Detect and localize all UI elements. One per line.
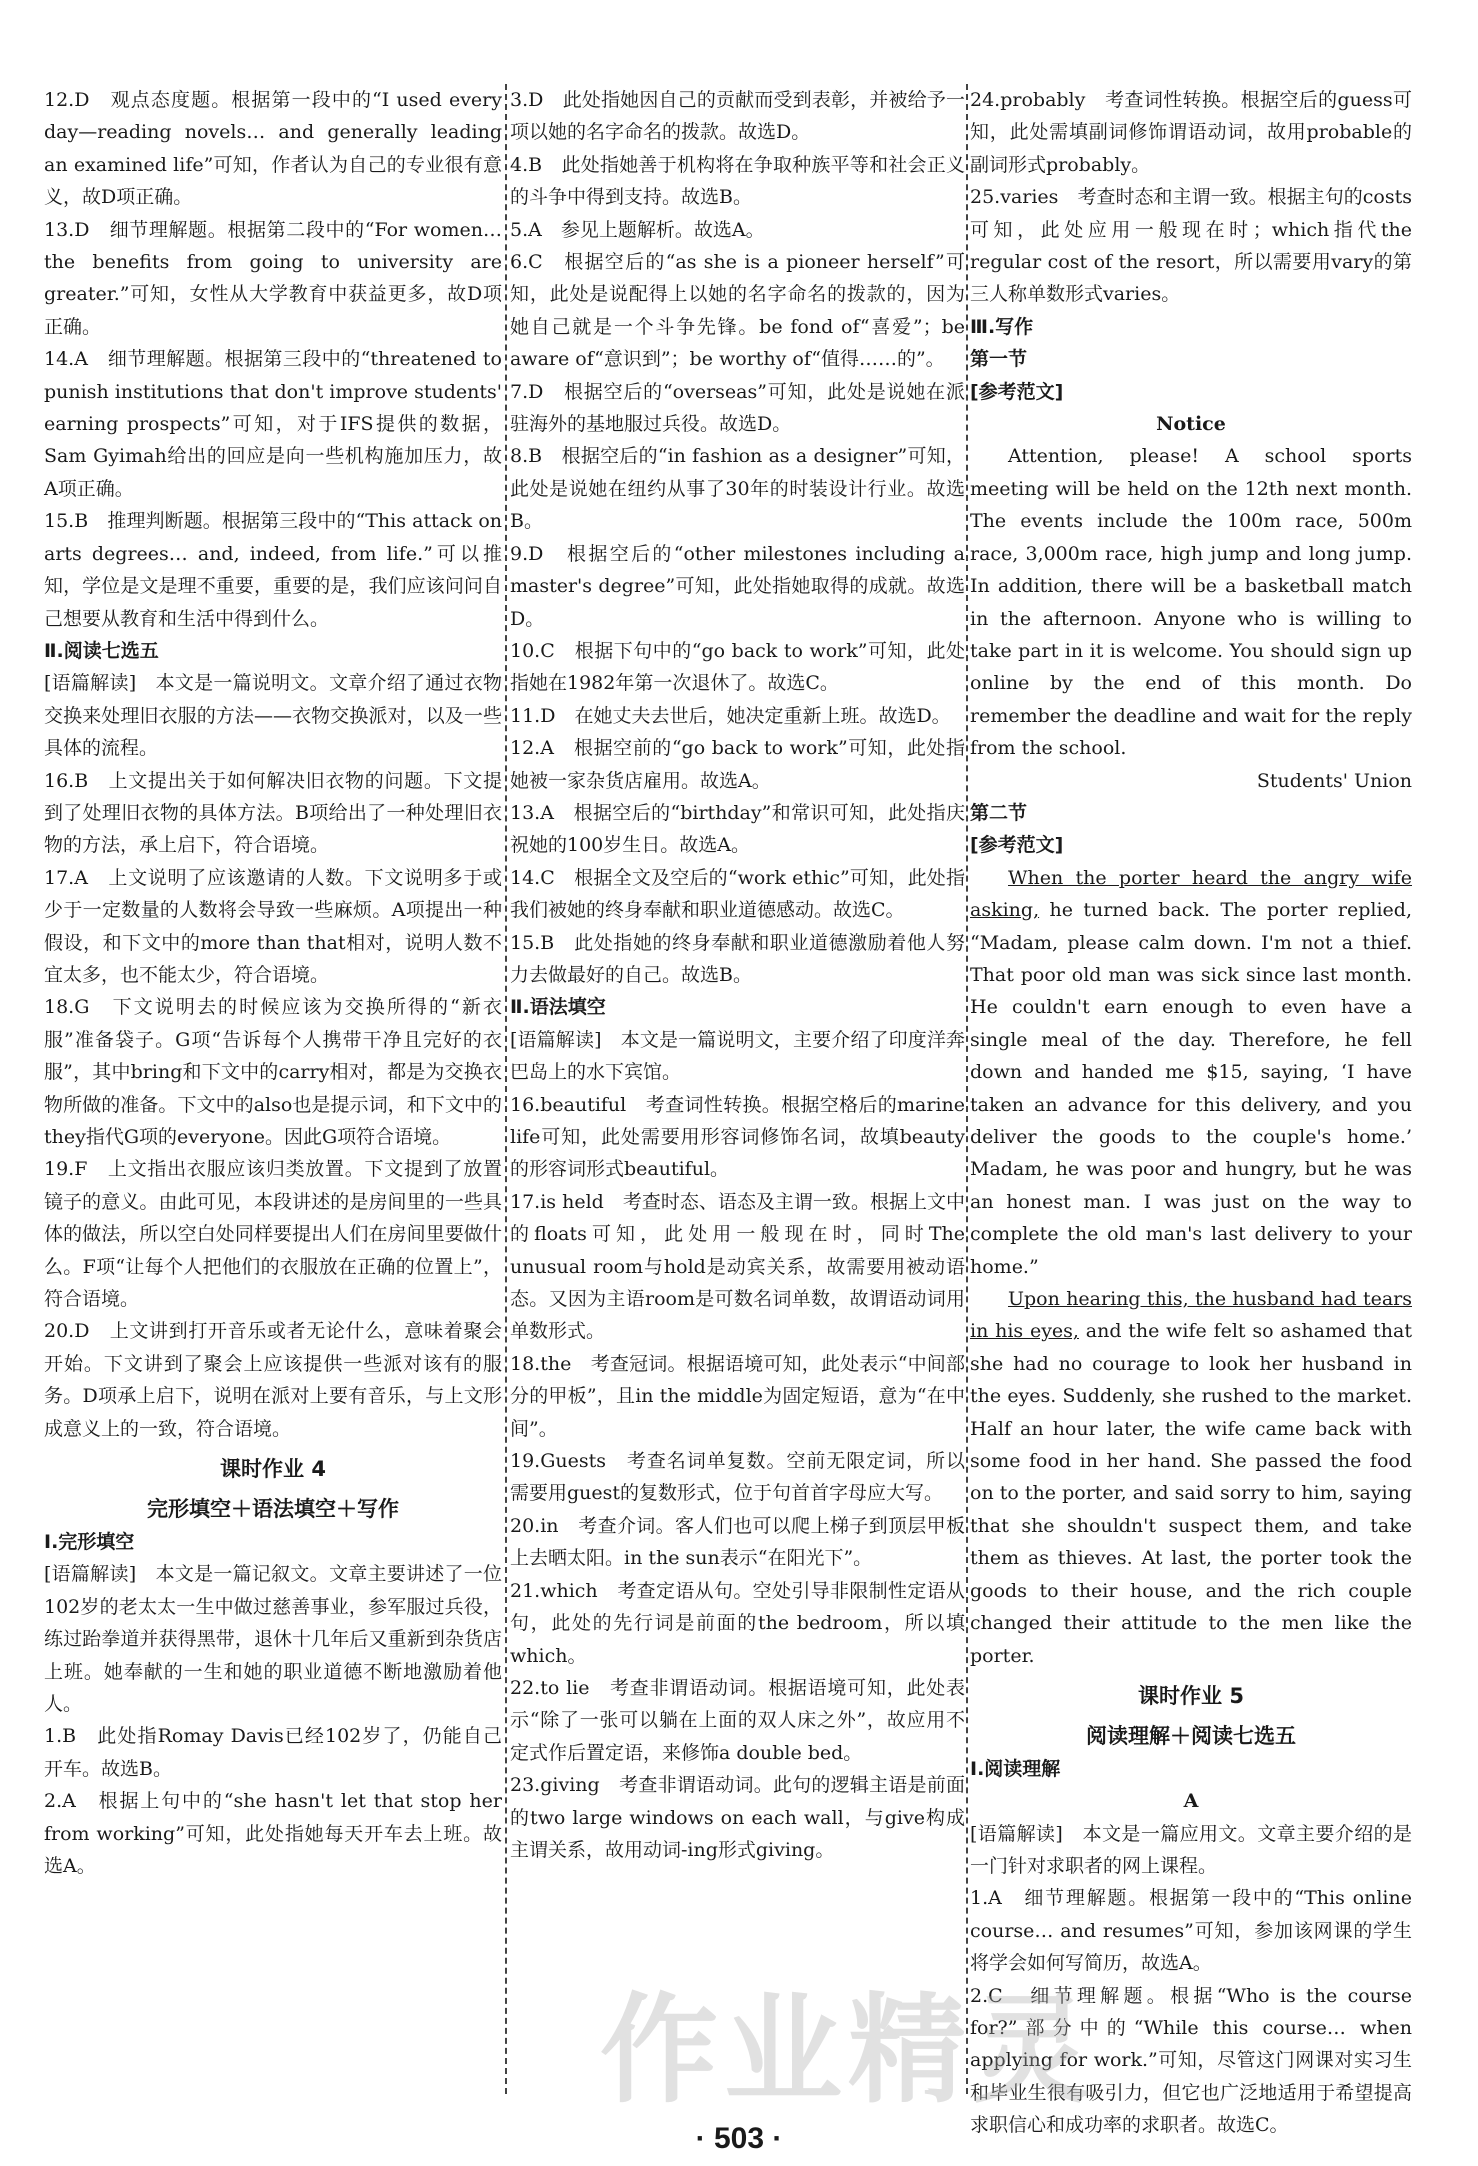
column-divider xyxy=(966,84,968,2094)
answer-paragraph: 20.D 上文讲到打开音乐或者无论什么，意味着聚会开始。下文讲到了聚会上应该提供一些派对该有的服务。D项承上启下，说明在派对上要有音乐，与上文形成意义上的一致，符合语境。 xyxy=(44,1320,502,1440)
answer-paragraph: 2.C 细节理解题。根据“Who is the course for?”部分中的“While this course… when applying for work.”可知，尽管这门网课对实习生和毕业生很有吸引力，但它也广泛地适用于希望提高求职信心和成功率的求职者。故选C。 xyxy=(970,1984,1412,2137)
answer-paragraph: 2.A 根据上句中的“she hasn't let that stop her from working”可知，此处指她每天开车去上班。故选A。 xyxy=(44,1790,502,1877)
answer-paragraph: 20.in 考查介词。客人们也可以爬上梯子到顶层甲板上去晒太阳。in the sun表示“在阳光下”。 xyxy=(510,1514,965,1570)
answer-paragraph: [语篇解读] 本文是一篇说明文。文章介绍了通过衣物交换来处理旧衣服的方法——衣物交换派对，以及一些具体的流程。 xyxy=(44,672,502,760)
answer-paragraph: 11.D 在她丈夫去世后，她决定重新上班。故选D。 xyxy=(510,704,951,727)
answer-paragraph: 17.A 上文说明了应该邀请的人数。下文说明多于或少于一定数量的人数将会导致一些麻烦。A项提出一种假设，和下文中的more than that相对，说明人数不宜太多，也不能太少，符合语境。 xyxy=(44,866,502,986)
homework-title: 阅读理解＋阅读七选五 xyxy=(1086,1724,1296,1749)
answer-paragraph: 13.A 根据空后的“birthday”和常识可知，此处指庆祝她的100岁生日。故选A。 xyxy=(510,801,965,857)
essay-paragraph: Upon hearing this, the husband had tears in his eyes, and the wife felt so ashamed that she had no courage to look her husband in the eyes. Suddenly, she rushed to the market. Half an hour later, the wife came back with some food in her hand. She passed the food on to the porter, and said sorry to him, saying that she shouldn't suspect them, and take them as thieves. At last, the porter took the goods to their house, and the rich couple changed their attitude to the men like the porter. xyxy=(970,1288,1412,1667)
section-heading: Ⅰ.完形填空 xyxy=(44,1530,135,1553)
answer-paragraph: 6.C 根据空后的“as she is a pioneer herself”可知，此处是说配得上以她的名字命名的拨款的，因为她自己就是一个斗争先锋。be fond of“喜爱”；be aware of“意识到”；be worthy of“值得……的”。 xyxy=(510,251,965,371)
column-divider xyxy=(505,84,507,2094)
answer-paragraph: 18.the 考查冠词。根据语境可知，此处表示“中间部分的甲板”，且in the middle为固定短语，意为“在中间”。 xyxy=(510,1352,965,1440)
answer-paragraph: 25.varies 考查时态和主谓一致。根据主句的costs可知，此处应用一般现在时；which指代the regular cost of the resort，所以需要用vary的第三人称单数形式varies。 xyxy=(970,186,1412,306)
essay-paragraph: Attention, please! A school sports meeting will be held on the 12th next month. The events include the 100m race, 500m race, 3,000m race, high jump and long jump. In addition, there will be a basketball match in the afternoon. Anyone who is willing to take part in it is welcome. You should sign up online by the end of this month. Do remember the deadline and wait for the reply from the school. xyxy=(970,445,1412,760)
answer-paragraph: 12.D 观点态度题。根据第一段中的“I used every day—reading novels… and generally leading an examined life”可知，作者认为自己的专业很有意义，故D项正确。 xyxy=(44,89,502,209)
section-heading: Ⅲ.写作 xyxy=(970,315,1034,338)
answer-paragraph: 10.C 根据下句中的“go back to work”可知，此处指她在1982年第一次退休了。故选C。 xyxy=(510,639,965,695)
answer-paragraph: 3.D 此处指她因自己的贡献而受到表彰，并被给予一项以她的名字命名的拨款。故选D。 xyxy=(510,89,965,144)
answer-paragraph: 19.F 上文指出衣服应该归类放置。下文提到了放置镜子的意义。由此可见，本段讲述的是房间里的一些具体的做法，所以空白处同样要提出人们在房间里要做什么。F项“让每个人把他们的衣服放在正确的位置上”，符合语境。 xyxy=(44,1158,502,1311)
answer-paragraph: 18.G 下文说明去的时候应该为交换所得的“新衣服”准备袋子。G项“告诉每个人携带干净且完好的衣服”，其中bring和下文中的carry相对，都是为交换衣物所做的准备。下文中的also也是提示词，和下文中的they指代G项的everyone。因此G项符合语境。 xyxy=(44,996,502,1148)
section-heading: Ⅱ.阅读七选五 xyxy=(44,639,159,662)
essay-signature: Students' Union xyxy=(1256,769,1412,792)
answer-paragraph: 19.Guests 考查名词单复数。空前无限定词，所以需要用guest的复数形式，位于句首首字母应大写。 xyxy=(510,1450,965,1505)
answer-paragraph: 23.giving 考查非谓语动词。此句的逻辑主语是前面的two large windows on each wall，与give构成主谓关系，故用动词-ing形式giving。 xyxy=(510,1774,965,1861)
homework-title: 课时作业 5 xyxy=(1138,1683,1244,1708)
answer-paragraph: 17.is held 考查时态、语态及主谓一致。根据上文中的floats可知，此处用一般现在时，同时The unusual room与hold是动宾关系，故需要用被动语态。又因为主语room是可数名词单数，故谓语动词用单数形式。 xyxy=(510,1190,965,1343)
section-heading: [参考范文] xyxy=(970,834,1064,857)
answer-paragraph: [语篇解读] 本文是一篇记叙文。文章主要讲述了一位102岁的老太太一生中做过慈善事业，参军服过兵役，练过跆拳道并获得黑带，退休十几年后又重新到杂货店上班。她奉献的一生和她的职业道德不断地激励着他人。 xyxy=(44,1563,502,1715)
answer-paragraph: 24.probably 考查词性转换。根据空后的guess可知，此处需填副词修饰谓语动词，故用probable的副词形式probably。 xyxy=(970,89,1412,176)
answer-paragraph: 13.D 细节理解题。根据第二段中的“For women… the benefits from going to university are greater.”可知，女性从大学教育中获益更多，故D项正确。 xyxy=(44,218,502,338)
essay-paragraph: When the porter heard the angry wife asking, he turned back. The porter replied, “Madam, please calm down. I'm not a thief. That poor old man was sick since last month. He couldn't earn enough to even have a single meal of the day. Therefore, he fell down and handed me $15, saying, ‘I have taken an advance for this delivery, and you deliver the goods to the couple's home.’ Madam, he was poor and hungry, but he was an honest man. I was just on the way to complete the old man's last delivery to your home.” xyxy=(970,866,1412,1278)
answer-paragraph: [语篇解读] 本文是一篇说明文，主要介绍了印度洋奔巴岛上的水下宾馆。 xyxy=(510,1028,965,1084)
column-left xyxy=(44,84,502,1882)
essay-title: Notice xyxy=(1156,413,1226,436)
section-heading: 第二节 xyxy=(970,801,1028,824)
answer-paragraph: 15.B 推理判断题。根据第三段中的“This attack on arts degrees… and, indeed, from life.”可以推知，学位是文是理不重要，重要的是，我们应该问问自己想要从教育和生活中得到什么。 xyxy=(44,510,502,630)
answer-paragraph: 5.A 参见上题解析。故选A。 xyxy=(510,218,765,241)
answer-paragraph: 14.C 根据全文及空后的“work ethic”可知，此处指我们被她的终身奉献和职业道德感动。故选C。 xyxy=(510,866,965,922)
section-heading: Ⅱ.语法填空 xyxy=(510,996,606,1019)
essay-title: A xyxy=(1183,1790,1199,1813)
answer-paragraph: 21.which 考查定语从句。空处引导非限制性定语从句，此处的先行词是前面的the bedroom，所以填which。 xyxy=(510,1579,965,1667)
page-number: · 503 · xyxy=(695,2122,783,2155)
answer-paragraph: 22.to lie 考查非谓语动词。根据语境可知，此处表示“除了一张可以躺在上面的双人床之外”，故应用不定式作后置定语，来修饰a double bed。 xyxy=(510,1676,965,1764)
column-middle xyxy=(510,84,965,1866)
answer-paragraph: 8.B 根据空后的“in fashion as a designer”可知，此处是说她在纽约从事了30年的时装设计行业。故选B。 xyxy=(510,445,965,533)
answer-paragraph: 15.B 此处指她的终身奉献和职业道德激励着他人努力去做最好的自己。故选B。 xyxy=(510,931,965,986)
answer-paragraph: 4.B 此处指她善于机构将在争取种族平等和社会正义的斗争中得到支持。故选B。 xyxy=(510,153,965,209)
answer-paragraph: [语篇解读] 本文是一篇应用文。文章主要介绍的是一门针对求职者的网上课程。 xyxy=(970,1822,1412,1877)
answer-paragraph: 7.D 根据空后的“overseas”可知，此处是说她在派驻海外的基地服过兵役。故选D。 xyxy=(510,380,965,436)
answer-paragraph: 1.B 此处指Romay Davis已经102岁了，仍能自己开车。故选B。 xyxy=(44,1725,502,1780)
section-heading: [参考范文] xyxy=(970,380,1064,403)
answer-paragraph: 16.B 上文提出关于如何解决旧衣物的问题。下文提到了处理旧衣物的具体方法。B项给出了一种处理旧衣物的方法，承上启下，符合语境。 xyxy=(44,769,502,857)
homework-title: 课时作业 4 xyxy=(220,1457,326,1482)
answer-paragraph: 14.A 细节理解题。根据第三段中的“threatened to punish institutions that don't improve students' earning prospects”可知，对于IFS提供的数据，Sam Gyimah给出的回应是向一些机构施加压力，故A项正确。 xyxy=(44,348,502,500)
section-heading: Ⅰ.阅读理解 xyxy=(970,1757,1061,1780)
column-right xyxy=(970,84,1412,2142)
answer-paragraph: 16.beautiful 考查词性转换。根据空格后的marine life可知，此处需要用形容词修饰名词，故填beauty的形容词形式beautiful。 xyxy=(510,1093,965,1181)
section-heading: 第一节 xyxy=(970,348,1028,371)
homework-title: 完形填空＋语法填空＋写作 xyxy=(147,1497,399,1522)
watermark: 作业精灵 xyxy=(600,1981,1097,2119)
answer-paragraph: 9.D 根据空后的“other milestones including a master's degree”可知，此处指她取得的成就。故选D。 xyxy=(510,542,965,630)
answer-paragraph: 1.A 细节理解题。根据第一段中的“This online course… and resumes”可知，参加该网课的学生将学会如何写简历，故选A。 xyxy=(970,1887,1412,1975)
answer-paragraph: 12.A 根据空前的“go back to work”可知，此处指她被一家杂货店雇用。故选A。 xyxy=(510,737,965,792)
